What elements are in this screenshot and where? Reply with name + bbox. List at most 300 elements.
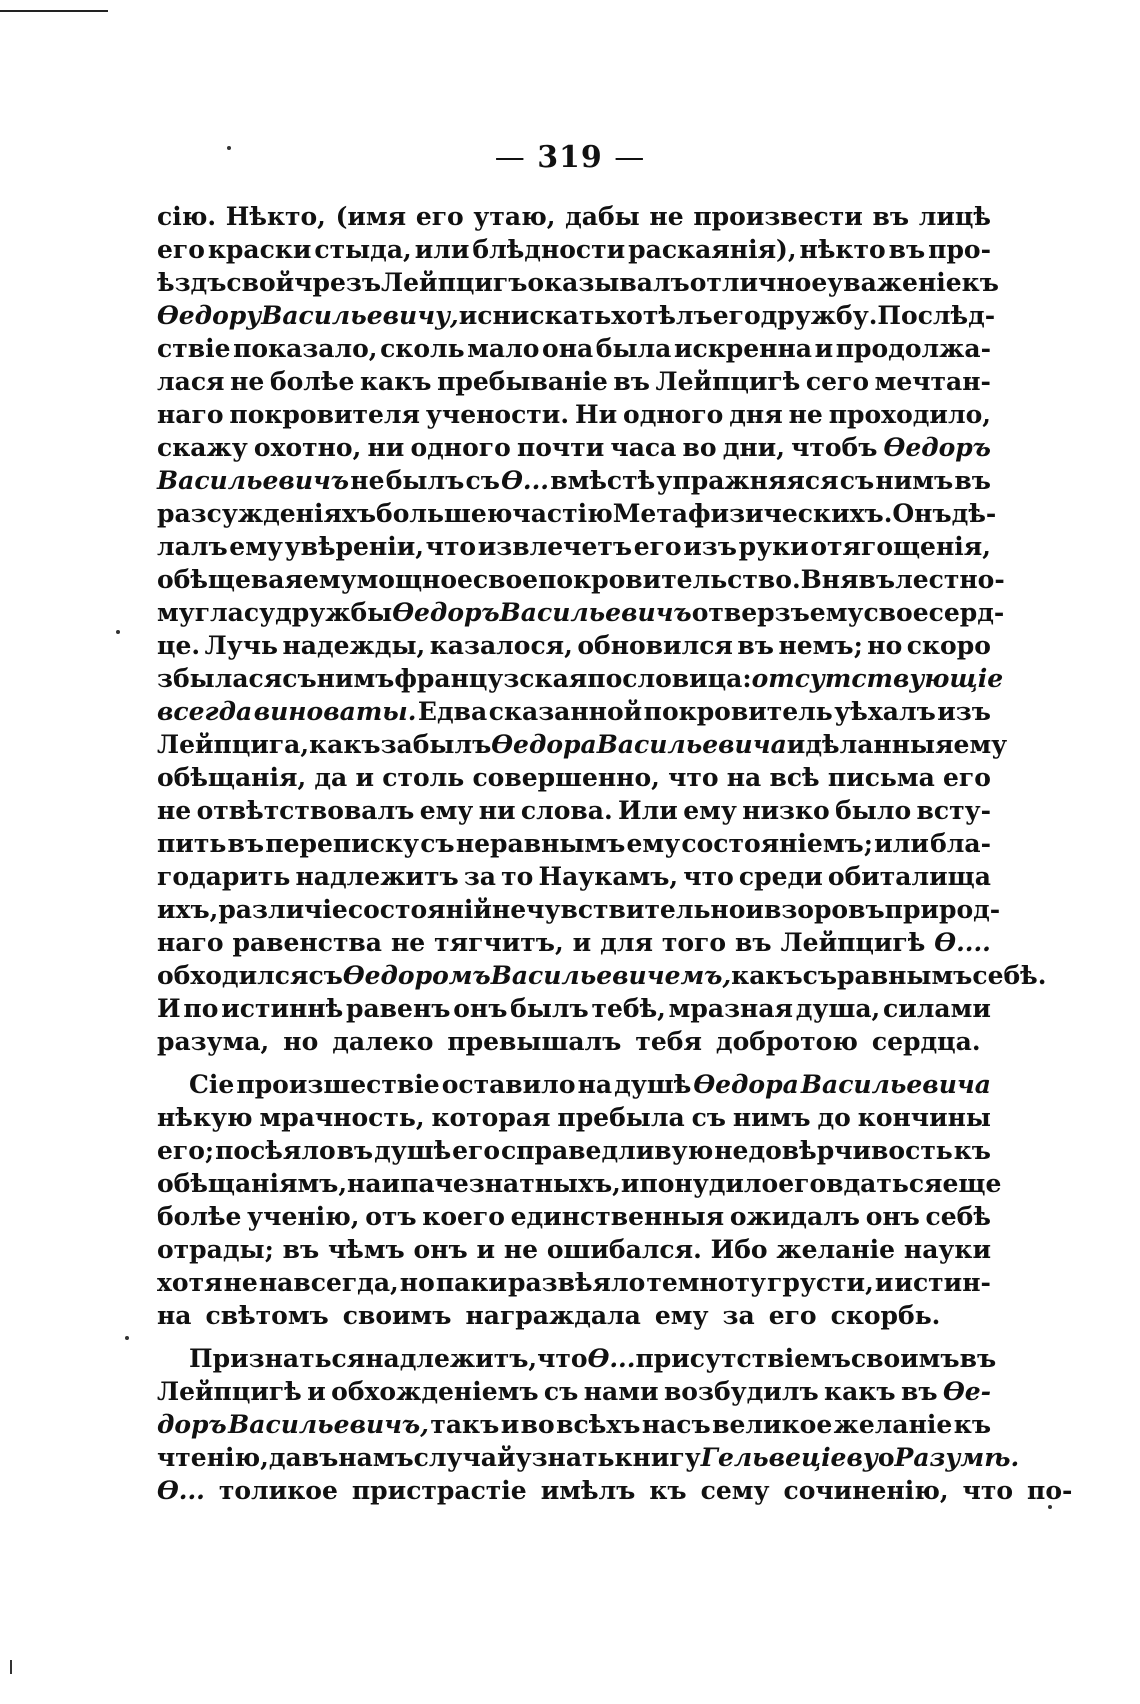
word: лестно- bbox=[895, 565, 1005, 594]
text-line bbox=[157, 431, 991, 464]
word: Послѣд- bbox=[877, 301, 996, 330]
word: навсегда, bbox=[258, 1268, 399, 1297]
word: Нѣкто, bbox=[225, 202, 326, 231]
word: хотя bbox=[157, 1268, 223, 1297]
word: случай bbox=[413, 1443, 516, 1472]
word: знатныхъ, bbox=[468, 1169, 621, 1198]
word: ѣздъ bbox=[157, 268, 227, 297]
word: Сіе bbox=[189, 1070, 235, 1099]
word: что bbox=[683, 862, 734, 891]
text-line bbox=[157, 1134, 991, 1167]
text-line bbox=[157, 629, 991, 662]
text-line bbox=[157, 200, 991, 233]
word: онъ bbox=[453, 994, 508, 1023]
word: наго bbox=[157, 928, 224, 957]
word: большею bbox=[376, 499, 513, 528]
word: ни bbox=[367, 433, 405, 462]
word: того bbox=[661, 928, 727, 957]
word: душа, bbox=[795, 994, 881, 1023]
word: разсужденіяхъ bbox=[157, 499, 377, 528]
word: болѣе bbox=[157, 1202, 242, 1231]
word: И bbox=[157, 994, 181, 1023]
word: что bbox=[537, 1344, 588, 1373]
word: учености. bbox=[425, 400, 570, 429]
word: тебя bbox=[635, 1027, 702, 1056]
word: французская bbox=[394, 664, 588, 693]
word: съ bbox=[420, 829, 455, 858]
word: темноту bbox=[646, 1268, 766, 1297]
word: одного bbox=[410, 433, 511, 462]
text-line bbox=[157, 827, 991, 860]
word: на bbox=[577, 1070, 613, 1099]
word: гласу bbox=[194, 598, 276, 627]
word: была bbox=[595, 334, 672, 363]
word: разума, bbox=[157, 1027, 270, 1056]
word: и bbox=[572, 928, 592, 957]
word: оказывалъ bbox=[527, 268, 690, 297]
word: для bbox=[600, 928, 653, 957]
word: доръ bbox=[157, 1410, 227, 1439]
word: чтенію, bbox=[157, 1443, 269, 1472]
word: всегда bbox=[157, 697, 253, 726]
word: сего bbox=[805, 367, 870, 396]
word: она bbox=[542, 334, 594, 363]
word: раскаянія), bbox=[628, 235, 797, 264]
word: Васильевичъ, bbox=[228, 1410, 429, 1439]
word: мощное bbox=[356, 565, 473, 594]
word: Ѳедора bbox=[491, 730, 597, 759]
word: онъ bbox=[865, 1202, 920, 1231]
word: какъ bbox=[824, 1377, 896, 1406]
word: Лейпцигѣ bbox=[157, 1377, 302, 1406]
text-line bbox=[157, 695, 991, 728]
word: великое bbox=[712, 1410, 833, 1439]
word: къ bbox=[961, 268, 999, 297]
word: къ bbox=[953, 1136, 991, 1165]
word: Ѳедора bbox=[693, 1070, 799, 1099]
word: изъ bbox=[683, 532, 737, 561]
word: недовѣрчивость bbox=[714, 1136, 953, 1165]
word: обиталища bbox=[827, 862, 991, 891]
word: Гельвеціеву bbox=[700, 1443, 878, 1472]
text-line bbox=[157, 1375, 991, 1408]
word: въ bbox=[613, 367, 650, 396]
word: природ- bbox=[884, 895, 1001, 924]
word: ему bbox=[683, 796, 737, 825]
word: отверзъ bbox=[691, 598, 810, 627]
word: его bbox=[712, 301, 761, 330]
word: книгу bbox=[614, 1443, 701, 1472]
word: Ни bbox=[574, 400, 618, 429]
word: состояній bbox=[347, 895, 492, 924]
word: что bbox=[668, 763, 719, 792]
word: покровительство. bbox=[538, 565, 801, 594]
word: съ bbox=[543, 1377, 579, 1406]
word: му bbox=[157, 598, 195, 627]
word: по- bbox=[1027, 1476, 1073, 1505]
word: въ bbox=[954, 466, 991, 495]
word: его bbox=[778, 1169, 827, 1198]
word: нѣкую bbox=[157, 1103, 253, 1132]
word: равнымъ bbox=[837, 961, 973, 990]
word: къ bbox=[953, 1410, 991, 1439]
word: ихъ, bbox=[157, 895, 219, 924]
top-rule bbox=[0, 10, 108, 12]
text-line bbox=[157, 1068, 991, 1101]
word: нимъ bbox=[316, 664, 395, 693]
word: надлежитъ, bbox=[365, 1344, 538, 1373]
word: Ѳе- bbox=[942, 1377, 991, 1406]
word: за bbox=[463, 862, 496, 891]
word: блѣдности bbox=[472, 235, 626, 264]
word: охотно, bbox=[253, 433, 362, 462]
word: ни bbox=[478, 796, 516, 825]
word: по bbox=[183, 994, 219, 1023]
word: уваженіе bbox=[827, 268, 962, 297]
word: за bbox=[722, 1301, 755, 1330]
word: его bbox=[415, 202, 464, 231]
word: Признаться bbox=[189, 1344, 366, 1373]
word: къ bbox=[649, 1476, 687, 1505]
word: ему bbox=[626, 829, 681, 858]
word: душѣ bbox=[374, 1136, 452, 1165]
body-text bbox=[157, 200, 1073, 1507]
word: награждала bbox=[465, 1301, 641, 1330]
word: лалъ bbox=[157, 532, 228, 561]
word: въ bbox=[872, 202, 910, 231]
word: (имя bbox=[335, 202, 407, 231]
word: Внявъ bbox=[800, 565, 896, 594]
word: не bbox=[230, 367, 265, 396]
word: извлечетъ bbox=[477, 532, 633, 561]
word: коего bbox=[422, 1202, 505, 1231]
word: желаніе bbox=[776, 1235, 896, 1264]
word: Ѳедоромъ bbox=[342, 961, 491, 990]
word: краски bbox=[207, 235, 312, 264]
word: толикое bbox=[218, 1476, 338, 1505]
word: нимъ bbox=[875, 466, 954, 495]
word: на bbox=[726, 763, 762, 792]
word: надежды, bbox=[282, 631, 426, 660]
word: вдаться bbox=[826, 1169, 943, 1198]
word: вмѣстѣ bbox=[550, 466, 656, 495]
word: отъ bbox=[365, 1202, 417, 1231]
word: въ bbox=[227, 829, 265, 858]
word: надлежитъ bbox=[295, 862, 459, 891]
word: во bbox=[520, 1410, 555, 1439]
word: чрезъ bbox=[294, 268, 382, 297]
word: всѣхъ bbox=[556, 1410, 641, 1439]
word: которая bbox=[431, 1103, 551, 1132]
word: въ bbox=[900, 1377, 938, 1406]
word: хотѣлъ bbox=[611, 301, 713, 330]
word: слова. bbox=[520, 796, 613, 825]
word: всѣ bbox=[769, 763, 820, 792]
word: Лейпцига, bbox=[157, 730, 310, 759]
page-number: 319 bbox=[537, 140, 603, 175]
word: своимъ bbox=[342, 1301, 452, 1330]
word: Ѳедоръ bbox=[883, 433, 991, 462]
word: ему bbox=[419, 796, 474, 825]
word: Васильевичъ bbox=[157, 466, 350, 495]
word: среди bbox=[738, 862, 823, 891]
word: Васильевича bbox=[800, 1070, 991, 1099]
word: произшествіе bbox=[236, 1070, 440, 1099]
word: Едва bbox=[417, 697, 488, 726]
word: и bbox=[307, 1377, 326, 1406]
word: обѣщанія, bbox=[157, 763, 307, 792]
word: продолжа- bbox=[835, 334, 991, 363]
word: и bbox=[355, 763, 375, 792]
word: дружбу. bbox=[760, 301, 878, 330]
word: ему bbox=[229, 532, 283, 561]
text-line bbox=[157, 332, 991, 365]
word: или bbox=[414, 235, 470, 264]
word: Ѳ.... bbox=[934, 928, 991, 957]
word: письма bbox=[827, 763, 935, 792]
word: въ bbox=[959, 1344, 997, 1373]
word: и bbox=[786, 730, 806, 759]
word: съ bbox=[839, 466, 875, 495]
word: снискать bbox=[477, 301, 612, 330]
word: но bbox=[867, 631, 903, 660]
word: отличное bbox=[689, 268, 828, 297]
margin-speck bbox=[125, 1336, 129, 1340]
word: Ѳ... bbox=[587, 1344, 636, 1373]
word: отвѣтствовалъ bbox=[196, 796, 415, 825]
word: скорбь. bbox=[830, 1301, 941, 1330]
word: произвести bbox=[693, 202, 863, 231]
word: его bbox=[157, 235, 205, 264]
word: обхожденіемъ bbox=[331, 1377, 539, 1406]
word: истин- bbox=[894, 1268, 991, 1297]
text-line bbox=[157, 662, 1004, 695]
word: и bbox=[620, 1169, 640, 1198]
word: и bbox=[874, 1268, 894, 1297]
word: душѣ bbox=[614, 1070, 692, 1099]
word: присутствіемъ bbox=[635, 1344, 851, 1373]
word: съ bbox=[691, 1103, 726, 1132]
word: наго bbox=[157, 400, 224, 429]
word: не bbox=[649, 202, 684, 231]
word: збылася bbox=[157, 664, 283, 693]
word: бла- bbox=[930, 829, 991, 858]
word: совершенно, bbox=[472, 763, 660, 792]
word: Васильевичъ bbox=[499, 598, 692, 627]
word: съ bbox=[802, 961, 838, 990]
word: отсутствующіе bbox=[751, 664, 1004, 693]
word: ожидалъ bbox=[729, 1202, 860, 1231]
word: скоро bbox=[906, 631, 991, 660]
word: ему bbox=[302, 565, 357, 594]
word: ствіе bbox=[157, 334, 231, 363]
word: себѣ bbox=[925, 1202, 991, 1231]
word: наипаче bbox=[347, 1169, 469, 1198]
word: ему bbox=[654, 1301, 709, 1330]
word: пословица: bbox=[587, 664, 752, 693]
word: обѣщаніямъ, bbox=[157, 1169, 348, 1198]
word: его bbox=[452, 1136, 501, 1165]
word: утаю, bbox=[473, 202, 556, 231]
word: ему bbox=[809, 598, 864, 627]
word: сочиненію, bbox=[783, 1476, 949, 1505]
word: съ bbox=[308, 961, 343, 990]
word: равенства bbox=[232, 928, 383, 957]
text-line bbox=[157, 1441, 1020, 1474]
word: виноваты. bbox=[253, 697, 417, 726]
text-line bbox=[157, 860, 991, 893]
word: руки bbox=[738, 532, 809, 561]
word: далеко bbox=[332, 1027, 434, 1056]
word: дни, bbox=[722, 433, 785, 462]
word: понудило bbox=[639, 1169, 779, 1198]
word: какъ bbox=[731, 961, 803, 990]
word: частію bbox=[512, 499, 613, 528]
word: ошибался. bbox=[546, 1235, 702, 1264]
word: искренна bbox=[673, 334, 812, 363]
word: проходило, bbox=[828, 400, 991, 429]
word: покровитель bbox=[643, 697, 833, 726]
word: имѣлъ bbox=[540, 1476, 636, 1505]
word: равенъ bbox=[345, 994, 451, 1023]
word: отрады; bbox=[157, 1235, 274, 1264]
word: изъ bbox=[937, 697, 991, 726]
word: сказанной bbox=[488, 697, 643, 726]
word: онъ bbox=[413, 1235, 468, 1264]
word: добротою bbox=[715, 1027, 858, 1056]
word: отягощенія, bbox=[810, 532, 991, 561]
word: скажу bbox=[157, 433, 248, 462]
word: чѣмъ bbox=[327, 1235, 405, 1264]
word: упражняяся bbox=[656, 466, 839, 495]
word: Ѳедоръ bbox=[392, 598, 500, 627]
word: свѣтомъ bbox=[205, 1301, 329, 1330]
word: на bbox=[157, 1301, 192, 1330]
word: былъ bbox=[385, 466, 465, 495]
word: лицѣ bbox=[918, 202, 991, 231]
text-line bbox=[157, 1167, 1002, 1200]
word: кончины bbox=[857, 1103, 991, 1132]
text-line bbox=[157, 497, 997, 530]
text-line bbox=[157, 563, 1005, 596]
word: не bbox=[350, 466, 385, 495]
word: еще bbox=[942, 1169, 1002, 1198]
margin-speck bbox=[116, 630, 120, 634]
word: Или bbox=[618, 796, 678, 825]
word: нечувствительно bbox=[491, 895, 746, 924]
text-line bbox=[157, 992, 991, 1025]
word: сію. bbox=[157, 202, 217, 231]
word: узнать bbox=[515, 1443, 615, 1472]
text-line bbox=[157, 1474, 1073, 1507]
word: такъ bbox=[430, 1410, 500, 1439]
word: Онъ bbox=[892, 499, 952, 528]
word: что bbox=[425, 532, 477, 561]
word: пребываніе bbox=[437, 367, 608, 396]
word: взоровъ bbox=[763, 895, 885, 924]
word: былъ bbox=[510, 994, 589, 1023]
word: Лейпцигѣ bbox=[780, 928, 926, 957]
word: болѣе bbox=[269, 367, 355, 396]
word: возбудилъ bbox=[663, 1377, 819, 1406]
text-line bbox=[157, 1342, 997, 1375]
text-line bbox=[157, 926, 991, 959]
word: одного bbox=[623, 400, 724, 429]
text-line bbox=[157, 761, 991, 794]
word: Ибо bbox=[710, 1235, 768, 1264]
word: и bbox=[814, 334, 834, 363]
word: какъ bbox=[360, 367, 432, 396]
word: стыда, bbox=[314, 235, 412, 264]
word: мало bbox=[467, 334, 540, 363]
word: его bbox=[768, 1301, 817, 1330]
word: въ bbox=[282, 1235, 320, 1264]
word: серд- bbox=[928, 598, 1005, 627]
word: забылъ bbox=[380, 730, 492, 759]
text-line bbox=[157, 299, 996, 332]
word: желаніе bbox=[833, 1410, 953, 1439]
word: въ bbox=[737, 631, 774, 660]
word: во bbox=[682, 433, 717, 462]
word: Ѳедору bbox=[157, 301, 262, 330]
word: въ bbox=[888, 235, 926, 264]
word: свое bbox=[863, 598, 929, 627]
word: превышалъ bbox=[447, 1027, 622, 1056]
word: почти bbox=[516, 433, 605, 462]
word: себѣ. bbox=[972, 961, 1047, 990]
text-line bbox=[157, 794, 991, 827]
word: что bbox=[962, 1476, 1014, 1505]
word: Наукамъ, bbox=[538, 862, 679, 891]
text-line bbox=[157, 1025, 991, 1058]
word: съ bbox=[282, 664, 317, 693]
word: но bbox=[399, 1268, 435, 1297]
word: какъ bbox=[309, 730, 381, 759]
word: справедливую bbox=[500, 1136, 714, 1165]
word: истиннѣ bbox=[221, 994, 344, 1023]
word: сколь bbox=[380, 334, 465, 363]
word: силами bbox=[883, 994, 991, 1023]
word: ученію, bbox=[247, 1202, 360, 1231]
word: состояніемъ; bbox=[681, 829, 873, 858]
page-header bbox=[0, 140, 1140, 175]
text-line bbox=[157, 1101, 991, 1134]
word: до bbox=[817, 1103, 851, 1132]
text-line bbox=[157, 365, 991, 398]
word: Разумѣ. bbox=[894, 1443, 1020, 1472]
word: въ bbox=[735, 928, 772, 957]
word: не bbox=[157, 796, 192, 825]
word: мразная bbox=[668, 994, 793, 1023]
word: его bbox=[943, 763, 991, 792]
text-line bbox=[157, 530, 991, 563]
margin-speck bbox=[10, 1660, 12, 1674]
word: нимъ bbox=[732, 1103, 811, 1132]
word: науки bbox=[903, 1235, 991, 1264]
word: казалося, bbox=[429, 631, 573, 660]
word: Васильевичу, bbox=[261, 301, 459, 330]
word: ему bbox=[953, 730, 1008, 759]
text-line bbox=[157, 398, 991, 431]
word: мечтан- bbox=[874, 367, 991, 396]
word: его bbox=[633, 532, 682, 561]
header-dash-left: — bbox=[494, 140, 526, 175]
text-line bbox=[157, 233, 991, 266]
word: обновился bbox=[577, 631, 733, 660]
word: свой bbox=[226, 268, 295, 297]
word: тебѣ, bbox=[591, 994, 666, 1023]
word: Ѳ... bbox=[157, 1476, 205, 1505]
